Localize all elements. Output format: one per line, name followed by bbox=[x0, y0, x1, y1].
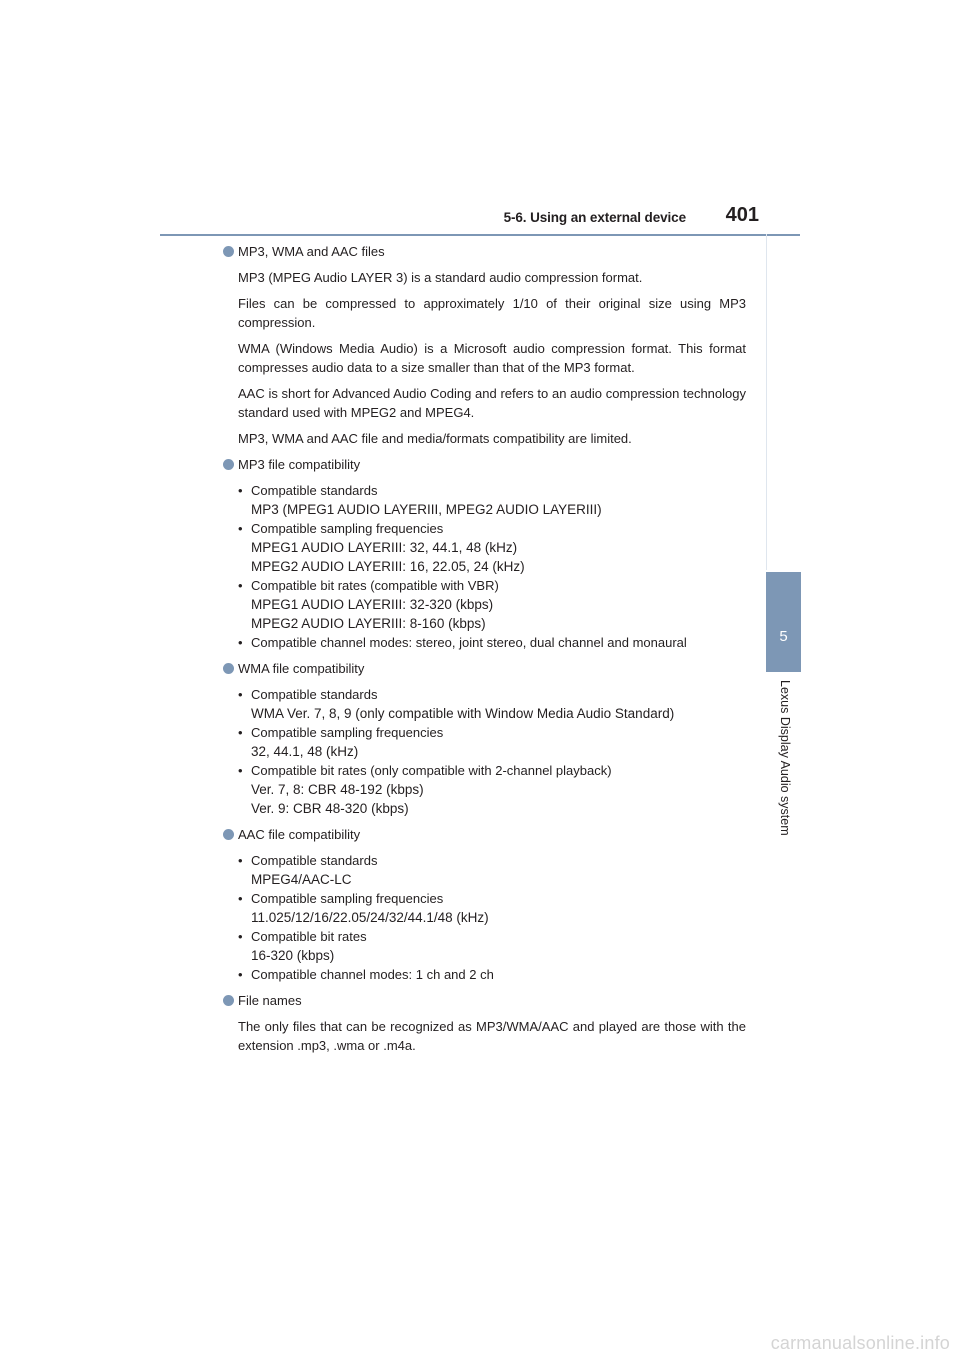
item-value: MPEG2 AUDIO LAYERIII: 8-160 (kbps) bbox=[251, 616, 486, 631]
heading-text: File names bbox=[238, 993, 302, 1008]
section-heading bbox=[224, 659, 746, 678]
paragraph: MP3, WMA and AAC file and media/formats compatibility are limited. bbox=[238, 431, 632, 446]
page-number: 401 bbox=[725, 204, 759, 226]
item-label: Compatible bit rates bbox=[251, 929, 367, 944]
list-item bbox=[238, 851, 746, 889]
section-heading bbox=[224, 455, 746, 474]
bullet-icon: • bbox=[238, 635, 243, 650]
bullet-circle-icon bbox=[223, 829, 234, 840]
bullet-icon: • bbox=[238, 853, 243, 868]
item-value: MPEG4/AAC-LC bbox=[251, 872, 352, 887]
item-value: 11.025/12/16/22.05/24/32/44.1/48 (kHz) bbox=[251, 910, 489, 925]
spec-list bbox=[238, 481, 746, 652]
heading-text: WMA file compatibility bbox=[238, 661, 365, 676]
bullet-circle-icon bbox=[223, 995, 234, 1006]
paragraph: Files can be compressed to approximately 1/10 of their original size using MP3 compression. bbox=[238, 296, 746, 330]
section-heading bbox=[224, 825, 746, 844]
list-item bbox=[238, 633, 746, 652]
item-label: Compatible sampling frequencies bbox=[251, 725, 444, 740]
list-item bbox=[238, 889, 746, 927]
item-value: MP3 (MPEG1 AUDIO LAYERIII, MPEG2 AUDIO LAYERIII) bbox=[251, 502, 602, 517]
item-label: Compatible channel modes: 1 ch and 2 ch bbox=[251, 967, 494, 982]
item-label: Compatible sampling frequencies bbox=[251, 891, 444, 906]
section-heading bbox=[224, 991, 746, 1010]
bullet-icon: • bbox=[238, 725, 243, 740]
spec-list bbox=[238, 851, 746, 984]
page-content bbox=[224, 242, 746, 1055]
list-item bbox=[238, 576, 746, 633]
item-value: 16-320 (kbps) bbox=[251, 948, 335, 963]
list-item bbox=[238, 519, 746, 576]
page-header bbox=[160, 198, 800, 236]
item-value: MPEG1 AUDIO LAYERIII: 32, 44.1, 48 (kHz) bbox=[251, 540, 518, 555]
chapter-title: Lexus Display Audio system bbox=[778, 680, 792, 836]
heading-text: MP3 file compatibility bbox=[238, 457, 361, 472]
bullet-icon: • bbox=[238, 483, 243, 498]
section-heading bbox=[224, 242, 746, 261]
bullet-icon: • bbox=[238, 687, 243, 702]
item-label: Compatible standards bbox=[251, 687, 378, 702]
item-label: Compatible standards bbox=[251, 483, 378, 498]
bullet-circle-icon bbox=[223, 663, 234, 674]
list-item bbox=[238, 685, 746, 723]
bullet-icon: • bbox=[238, 578, 243, 593]
list-item bbox=[238, 927, 746, 965]
list-item bbox=[238, 723, 746, 761]
item-value: Ver. 7, 8: CBR 48-192 (kbps) bbox=[251, 782, 424, 797]
list-item bbox=[238, 481, 746, 519]
heading-text: MP3, WMA and AAC files bbox=[238, 244, 385, 259]
side-divider bbox=[766, 234, 767, 570]
item-value: 32, 44.1, 48 (kHz) bbox=[251, 744, 359, 759]
bullet-circle-icon bbox=[223, 459, 234, 470]
item-value: MPEG2 AUDIO LAYERIII: 16, 22.05, 24 (kHz) bbox=[251, 559, 525, 574]
paragraph: MP3 (MPEG Audio LAYER 3) is a standard audio compression format. bbox=[238, 270, 643, 285]
item-value: WMA Ver. 7, 8, 9 (only compatible with Window Media Audio Standard) bbox=[251, 706, 675, 721]
watermark: carmanualsonline.info bbox=[770, 1333, 950, 1353]
item-label: Compatible bit rates (compatible with VBR) bbox=[251, 578, 499, 593]
bullet-icon: • bbox=[238, 521, 243, 536]
bullet-icon: • bbox=[238, 929, 243, 944]
item-label: Compatible sampling frequencies bbox=[251, 521, 444, 536]
bullet-circle-icon bbox=[223, 246, 234, 257]
section-title: 5-6. Using an external device bbox=[503, 210, 686, 225]
heading-text: AAC file compatibility bbox=[238, 827, 361, 842]
chapter-tab[interactable] bbox=[766, 572, 801, 672]
item-label: Compatible bit rates (only compatible with 2-channel playback) bbox=[251, 763, 612, 778]
item-value: Ver. 9: CBR 48-320 (kbps) bbox=[251, 801, 409, 816]
paragraph: AAC is short for Advanced Audio Coding and refers to an audio compression technology standard used with MPEG2 and MPEG4. bbox=[238, 386, 746, 420]
spec-list bbox=[238, 685, 746, 818]
bullet-icon: • bbox=[238, 967, 243, 982]
list-item bbox=[238, 761, 746, 818]
paragraph: WMA (Windows Media Audio) is a Microsoft audio compression format. This format compresses audio data to a size smaller than that of the MP3 format. bbox=[238, 341, 746, 375]
paragraph: The only files that can be recognized as MP3/WMA/AAC and played are those with the extension .mp3, .wma or .m4a. bbox=[238, 1019, 746, 1053]
item-label: Compatible standards bbox=[251, 853, 378, 868]
bullet-icon: • bbox=[238, 891, 243, 906]
bullet-icon: • bbox=[238, 763, 243, 778]
list-item bbox=[238, 965, 746, 984]
item-label: Compatible channel modes: stereo, joint stereo, dual channel and monaural bbox=[251, 635, 687, 650]
item-value: MPEG1 AUDIO LAYERIII: 32-320 (kbps) bbox=[251, 597, 494, 612]
header-rule bbox=[160, 234, 800, 236]
chapter-number: 5 bbox=[779, 628, 788, 645]
